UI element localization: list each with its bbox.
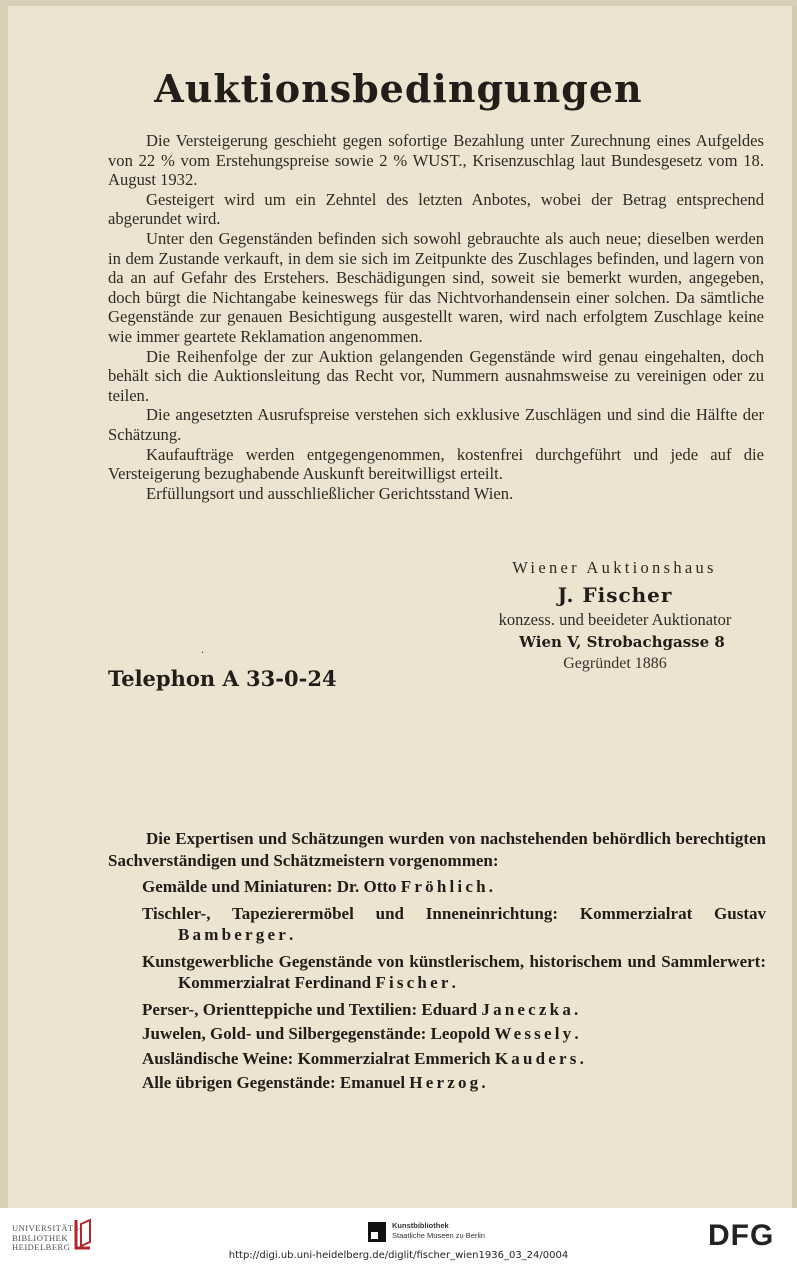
expert-entry [108, 999, 766, 1021]
expert-prefix: Eduard [421, 999, 478, 1019]
expert-suffix: . [288, 925, 294, 944]
page-edge-left [0, 0, 8, 1208]
expert-suffix: . [574, 1024, 579, 1043]
expert-surname: Wessely [494, 1024, 575, 1043]
expert-suffix: . [488, 877, 493, 896]
auction-conditions [108, 131, 764, 503]
expert-prefix: Kommerzialrat Emmerich [297, 1048, 491, 1068]
expert-field: Tischler-, Tapezierermöbel und Inneneinrichtung: [142, 903, 559, 923]
condition-paragraph: Erfüllungsort und ausschließlicher Gerichtsstand Wien. [146, 483, 514, 503]
expert-suffix: . [451, 973, 456, 992]
dfg-logo[interactable]: DFG [708, 1219, 775, 1252]
expert-field: Gemälde und Miniaturen: [142, 877, 333, 896]
experts-section [108, 828, 766, 1094]
expert-field: Perser-, Orientteppiche und Textilien: [142, 999, 418, 1019]
digitization-footer [0, 1208, 797, 1266]
expert-entry [108, 903, 766, 946]
expert-entry [108, 1072, 766, 1094]
page-title: Auktionsbedingungen [154, 66, 643, 111]
expert-field: Juwelen, Gold- und Silbergegenstände: [142, 1024, 427, 1043]
expert-prefix: Kommerzialrat Ferdinand [178, 973, 372, 992]
print-speck: · [201, 648, 205, 659]
condition-paragraph: Die angesetzten Ausrufspreise verstehen sich exklusive Zuschlägen und sind die Hälfte der Schätzung. [108, 405, 764, 444]
kunstbibliothek-icon [368, 1222, 386, 1242]
condition-paragraph: Gesteigert wird um ein Zehntel des letzten Anbotes, wobei der Betrag entsprechend abgerundet wird. [108, 189, 764, 229]
expert-suffix: . [579, 1048, 584, 1068]
founded-year: Gegründet 1886 [563, 655, 667, 672]
expert-suffix: . [574, 999, 579, 1019]
expert-field: Kunstgewerbliche Gegenstände von künstlerischem, historischem und Sammlerwert: [142, 951, 766, 971]
kunstbibliothek-logo[interactable] [392, 1221, 485, 1241]
permalink-url[interactable]: http://digi.ub.uni-heidelberg.de/diglit/fischer_wien1936_03_24/0004 [228, 1250, 569, 1261]
expert-suffix: . [481, 1073, 486, 1092]
condition-paragraph: Unter den Gegenständen befinden sich sowohl gebrauchte als auch neue; dieselben werden in dem Zustande verkauft, in dem sie sich im Zeitpunkte des Zuschlages befinden, und lagern von da an auf Gefahr des Erstehers. Beschädigungen sind, soweit sie bemerkt wurden, angegeben, doch bürgt die Nichtangabe keineswegs für das Nichtvorhandensein einer solchen. Da sämtliche Gegenstände zur genauen Besichtigung ausgestellt waren, wird nach erfolgtem Zuschlage keine wie immer geartete Reklamation angenommen. [108, 228, 764, 346]
expert-field: Alle übrigen Gegenstände: [142, 1073, 336, 1092]
auction-house-address: Wien V, Strobachgasse 8 [519, 633, 725, 651]
experts-intro: Die Expertisen und Schätzungen wurden von nachstehenden behördlich berechtigten Sachverständigen und Schätzmeistern vorgenommen: [108, 829, 766, 870]
expert-entry [108, 951, 766, 994]
condition-paragraph: Die Versteigerung geschieht gegen sofortige Bezahlung unter Zurechnung eines Aufgeldes von 22 % vom Erstehungspreise sowie 2 % WUST., Krisenzuschlag laut Bundesgesetz vom 18. August 1932. [108, 131, 764, 190]
expert-prefix: Dr. Otto [336, 877, 397, 896]
expert-surname: Fischer [375, 973, 452, 992]
auction-house-name: Wiener Auktionshaus [512, 558, 717, 577]
expert-prefix: Emanuel [339, 1073, 406, 1092]
telephone-number: Telephon A 33-0-24 [108, 666, 337, 691]
condition-paragraph: Kaufaufträge werden entgegengenommen, kostenfrei durchgeführt und jede auf die Versteigerung bezughabende Auskunft bereitwilligst erteilt. [108, 444, 764, 484]
expert-prefix: Leopold [430, 1024, 491, 1043]
expert-surname: Janeczka [481, 999, 575, 1019]
condition-paragraph: Die Reihenfolge der zur Auktion gelangenden Gegenstände wird genau eingehalten, doch behält sich die Auktionsleitung das Recht vor, Nummern ausnahmsweise zu vereinigen oder zu teilen. [108, 346, 764, 405]
expert-field: Ausländische Weine: [142, 1048, 294, 1068]
expert-entry [108, 1048, 766, 1070]
expert-entry [108, 876, 766, 898]
kb-name: Kunstbibliothek [392, 1221, 449, 1230]
university-library-icon [72, 1218, 94, 1250]
expert-surname: Herzog [409, 1073, 482, 1092]
auctioneer-name: J. Fischer [557, 583, 673, 607]
expert-entry [108, 1023, 766, 1045]
library-name-line: HEIDELBERG [12, 1242, 71, 1252]
kb-subtitle: Staatliche Museen zu Berlin [392, 1231, 485, 1240]
expert-prefix: Kommerzialrat Gustav [579, 903, 767, 923]
expert-surname: Kauders [494, 1048, 580, 1068]
auctioneer-title: konzess. und beeideter Auktionator [498, 610, 732, 629]
page-edge-top [0, 0, 797, 6]
auction-house-signature [430, 558, 797, 675]
expert-surname: Bamberger [178, 925, 289, 944]
expert-surname: Fröhlich [400, 877, 489, 896]
library-name-line: UNIVERSITÄTS- [12, 1223, 83, 1233]
library-name-line: BIBLIOTHEK [12, 1232, 68, 1243]
